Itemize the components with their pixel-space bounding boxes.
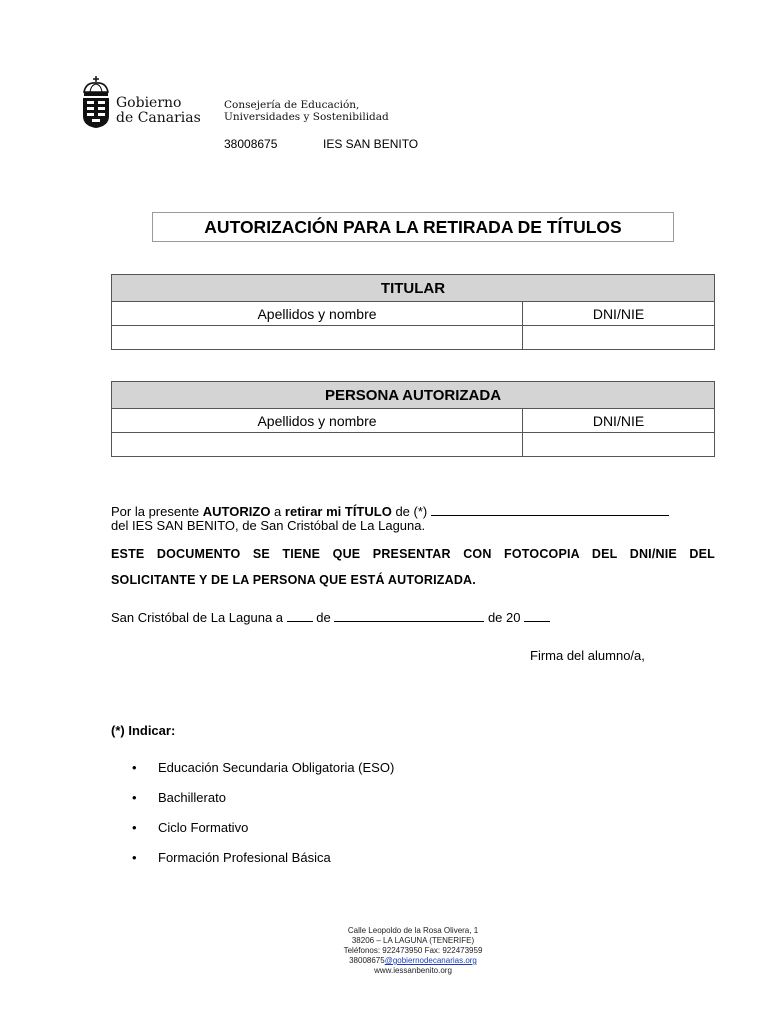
bullet-icon: • — [132, 820, 137, 835]
gobierno-canarias-logo-text — [116, 96, 201, 126]
date-place: San Cristóbal de La Laguna a — [111, 610, 287, 625]
document-title: AUTORIZACIÓN PARA LA RETIRADA DE TÍTULOS — [152, 212, 674, 242]
signature-label: Firma del alumno/a, — [530, 648, 645, 663]
titular-table — [111, 274, 715, 350]
date-de-2: de 20 — [484, 610, 525, 625]
dept-line1: Consejería de Educación, — [224, 99, 360, 111]
statement-autorizo: AUTORIZO — [202, 504, 271, 519]
statement-text-1: Por la presente — [111, 504, 203, 519]
bullet-icon: • — [132, 850, 137, 865]
gov-name-line2: de Canarias — [116, 110, 201, 126]
autorizada-heading: PERSONA AUTORIZADA — [112, 382, 714, 409]
table-row — [112, 325, 714, 349]
footer-phones: Teléfonos: 922473950 Fax: 922473959 — [343, 946, 483, 955]
titular-name-field[interactable] — [112, 326, 523, 349]
year-blank[interactable] — [524, 609, 550, 622]
statement-text-2: a — [270, 504, 285, 519]
indicar-heading: (*) Indicar: — [111, 723, 176, 738]
table-header-row — [112, 409, 714, 432]
footer-website[interactable]: www.iessanbenito.org — [374, 966, 452, 975]
footer-email-link[interactable]: @gobiernodecanarias.org — [384, 956, 477, 965]
gov-name-line1: Gobierno — [116, 95, 182, 111]
month-blank[interactable] — [334, 609, 484, 622]
column-header-name: Apellidos y nombre — [112, 409, 523, 432]
date-line — [111, 609, 550, 626]
list-item: Bachillerato — [158, 790, 226, 805]
table-header-row — [112, 302, 714, 325]
footer-email-prefix: 38008675 — [349, 956, 385, 965]
date-de-1: de — [312, 610, 335, 625]
table-row — [112, 432, 714, 456]
center-name: IES SAN BENITO — [323, 137, 419, 151]
day-blank[interactable] — [287, 609, 313, 622]
autorizada-id-field[interactable] — [523, 433, 714, 456]
titular-id-field[interactable] — [523, 326, 714, 349]
center-code: 38008675 — [224, 137, 278, 151]
column-header-name: Apellidos y nombre — [112, 302, 523, 325]
bullet-icon: • — [132, 760, 137, 775]
dept-line2: Universidades y Sostenibilidad — [224, 111, 389, 123]
titular-heading: TITULAR — [112, 275, 714, 302]
column-header-id: DNI/NIE — [592, 305, 645, 322]
photocopy-warning: ESTE DOCUMENTO SE TIENE QUE PRESENTAR CON FOTOCOPIA DEL DNI/NIE DEL SOLICITANTE Y DE LA PERSONA QUE ESTÁ AUTORIZADA. — [111, 547, 715, 587]
footer-city: 38206 – LA LAGUNA (TENERIFE) — [351, 936, 475, 945]
statement-text-3: de (*) — [391, 504, 431, 519]
list-item: Ciclo Formativo — [158, 820, 249, 835]
footer-street: Calle Leopoldo de la Rosa Olivera, 1 — [347, 926, 479, 935]
autorizada-name-field[interactable] — [112, 433, 523, 456]
statement-retirar-titulo: retirar mi TÍTULO — [284, 504, 392, 519]
list-item: Formación Profesional Básica — [158, 850, 331, 865]
statement-line2: del IES SAN BENITO, de San Cristóbal de La Laguna. — [111, 518, 426, 533]
gobierno-canarias-crest-icon — [80, 76, 112, 128]
department-name — [224, 99, 389, 123]
footer-address — [230, 926, 596, 976]
footer-email-line — [230, 956, 596, 966]
persona-autorizada-table — [111, 381, 715, 457]
list-item: Educación Secundaria Obligatoria (ESO) — [158, 760, 395, 775]
titulo-blank-line[interactable] — [431, 503, 669, 516]
bullet-icon: • — [132, 790, 137, 805]
column-header-id: DNI/NIE — [592, 412, 645, 429]
